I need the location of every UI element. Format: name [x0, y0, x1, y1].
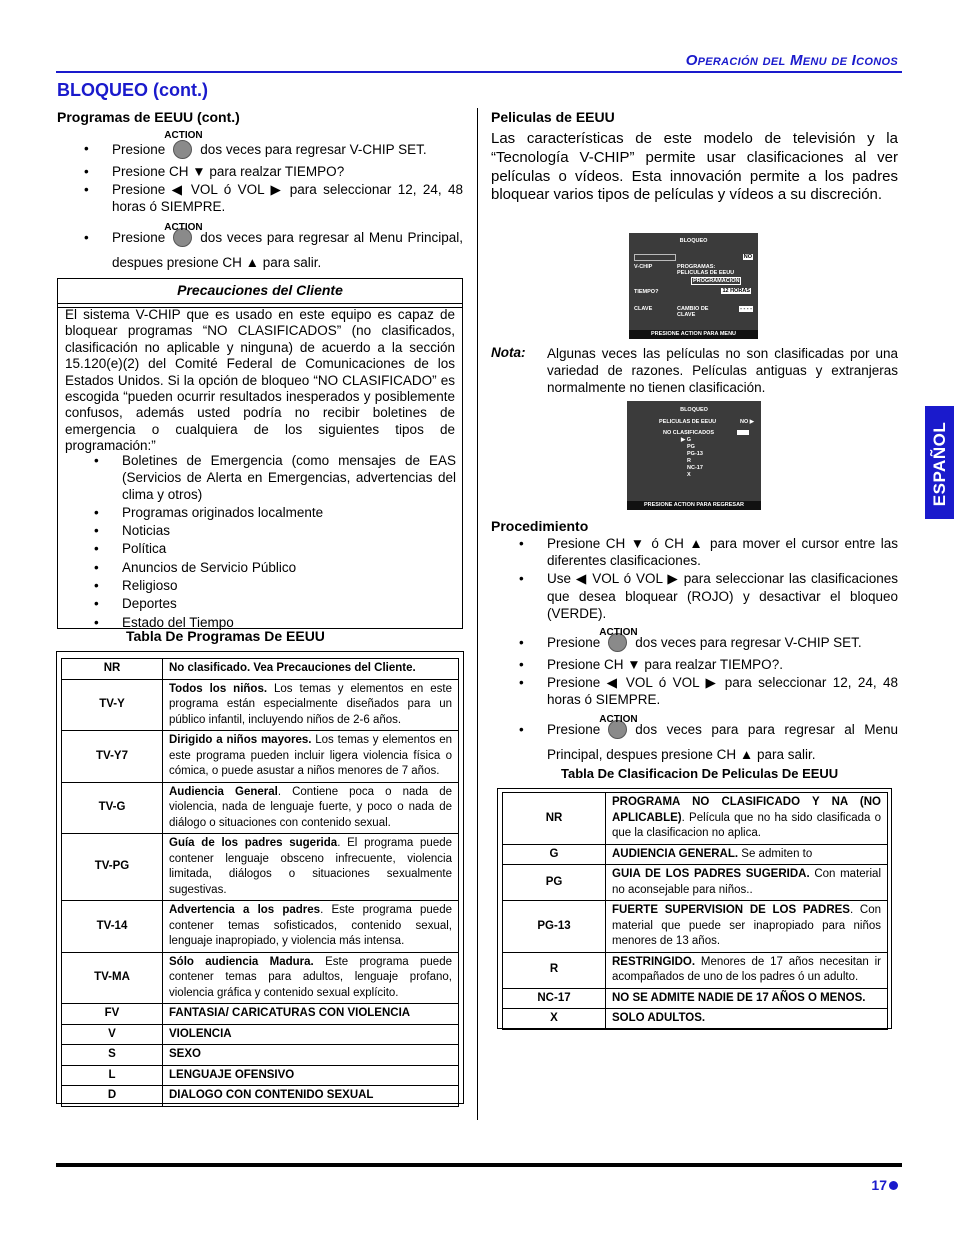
- nota-label: Nota:: [491, 345, 526, 360]
- table-row: [62, 901, 459, 953]
- rating-code: PG: [503, 865, 606, 901]
- caution-item: • Política: [94, 541, 456, 558]
- screen-title: BLOQUEO: [679, 238, 708, 244]
- section-title: BLOQUEO (cont.): [57, 80, 208, 100]
- column-divider: [477, 108, 478, 1120]
- rating-description: [163, 679, 459, 731]
- table-row: [62, 659, 459, 680]
- screen-footer: PRESIONE ACTION PARA MENU: [629, 330, 758, 339]
- screen-rating: NC-17: [687, 465, 703, 471]
- proc-step-action-2: • Presione ACTION dos veces para para regresar al Menu Principal, despues presione CH ▲ para salir.: [519, 715, 898, 767]
- screen-footer: PRESIONE ACTION PARA REGRESAR: [627, 501, 761, 510]
- rating-name: No clasificado. Vea Precauciones del Cliente.: [169, 662, 416, 674]
- page-dot-icon: [889, 1181, 898, 1190]
- rating-description: [163, 1024, 459, 1045]
- rating-code: TV-Y: [62, 679, 163, 731]
- table-row: [503, 988, 888, 1009]
- action-button-icon: ACTION: [173, 140, 192, 159]
- screen-vchip: V-CHIP: [634, 264, 653, 270]
- table-row: [503, 844, 888, 865]
- rating-description: [606, 865, 888, 901]
- table-row: [62, 1065, 459, 1086]
- rating-description: [606, 1009, 888, 1030]
- rating-code: NC-17: [503, 988, 606, 1009]
- screen-clave2: CLAVE: [677, 312, 696, 318]
- rating-name: LENGUAJE OFENSIVO: [169, 1068, 295, 1081]
- tv-ratings-table-frame: [56, 651, 464, 1104]
- rating-code: NR: [503, 793, 606, 845]
- rating-code: TV-Y7: [62, 731, 163, 783]
- screen-rating: PG-13: [687, 451, 703, 457]
- action-button-icon: ACTION: [173, 228, 192, 247]
- rating-detail: . Con material que puede ser inapropiado para niños menores de 13 años.: [612, 904, 881, 947]
- caution-item: • Deportes: [94, 596, 456, 613]
- rating-code: TV-MA: [62, 952, 163, 1004]
- table-row: [503, 1009, 888, 1030]
- screen-value: NO: [743, 254, 752, 260]
- rating-name: GUIA DE LOS PADRES SUGERIDA.: [612, 868, 810, 880]
- rating-name: Guía de los padres sugerida: [169, 837, 338, 849]
- step-ch-down: • Presione CH ▼ para realzar TIEMPO?: [84, 163, 463, 180]
- screen-swatch: [737, 430, 749, 435]
- rating-name: Audiencia General: [169, 785, 278, 798]
- rating-code: TV-G: [62, 782, 163, 834]
- language-tab-label: ESPAÑOL: [930, 421, 949, 507]
- rating-description: [163, 901, 459, 953]
- screen-cambio: CAMBIO DE: [677, 306, 709, 312]
- table-row: [62, 952, 459, 1004]
- rating-detail: Con material no aconsejable para niños..: [612, 868, 882, 896]
- proc-step-vol: • Use ◀ VOL ó VOL ▶ para seleccionar las clasificaciones que desea bloquear (ROJO) y desactivar el bloqueo (VERDE).: [519, 570, 898, 622]
- rating-name: Sólo audiencia Madura.: [169, 955, 314, 968]
- table-row: [62, 1045, 459, 1066]
- rating-description: [606, 844, 888, 865]
- rating-name: DIALOGO CON CONTENIDO SEXUAL: [169, 1089, 374, 1101]
- rating-description: [606, 988, 888, 1009]
- caution-box: [57, 278, 463, 629]
- screen-programas: PROGRAMAS:: [677, 264, 716, 270]
- rating-code: D: [62, 1086, 163, 1107]
- nota-text: Algunas veces las películas no son clasificadas por una variedad de razones. Películas antiguas y extranjeras normalmente no tienen clasificación.: [547, 346, 898, 395]
- rating-name: NO SE ADMITE NADIE DE 17 AÑOS O MENOS.: [612, 991, 866, 1004]
- programas-steps: [84, 130, 463, 276]
- rating-description: [163, 1045, 459, 1066]
- screen-no: NO ▶: [739, 419, 754, 425]
- rating-description: [163, 952, 459, 1004]
- procedure-steps: [519, 535, 898, 768]
- peliculas-menu-screen: [627, 401, 761, 510]
- rating-code: FV: [62, 1004, 163, 1025]
- caution-item: • Estado del Tiempo: [94, 615, 456, 632]
- rating-code: X: [503, 1009, 606, 1030]
- rating-detail: . Contiene poca o nada de violencia, nada de lenguaje fuerte, y poco o nada de diálogo o situaciones con contenido sexual.: [169, 785, 452, 829]
- movie-table-title: Tabla De Clasificacion De Peliculas De EEUU: [561, 766, 839, 781]
- programas-heading: Programas de EEUU (cont.): [57, 109, 240, 125]
- bloqueo-menu-screen: [629, 233, 758, 339]
- tv-ratings-table: [61, 658, 459, 1107]
- rating-name: FANTASIA/ CARICATURAS CON VIOLENCIA: [169, 1007, 411, 1019]
- rating-description: [163, 1086, 459, 1107]
- rating-code: TV-14: [62, 901, 163, 953]
- table-row: [503, 793, 888, 845]
- screen-dashes: - - - -: [740, 306, 752, 312]
- rating-detail: . El programa puede contener lenguaje obsceno infrecuente, violencia limitada, diálogos o situaciones sexualmente sugestivas.: [169, 837, 453, 896]
- screen-peliculas: PELICULAS DE EEUU: [659, 419, 717, 425]
- rating-code: L: [62, 1065, 163, 1086]
- rating-description: [163, 731, 459, 783]
- action-button-icon: ACTION: [608, 633, 627, 652]
- rating-detail: Menores de 17 años necesitan ir acompañados de uno de los padres ó un adulto.: [612, 955, 881, 983]
- rating-name: Advertencia a los padres: [169, 904, 321, 916]
- rating-name: AUDIENCIA GENERAL.: [612, 847, 739, 860]
- table-row: [503, 865, 888, 901]
- step-vol: • Presione ◀ VOL ó VOL ▶ para seleccionar 12, 24, 48 horas ó SIEMPRE.: [84, 181, 463, 215]
- screen-rating: PG: [687, 444, 695, 450]
- table-row: [62, 834, 459, 901]
- rating-code: V: [62, 1024, 163, 1045]
- screen-tiempo-value: 12 HORAS: [722, 288, 750, 294]
- screen-rating: ▶ G: [681, 437, 692, 443]
- rating-detail: Este programa puede contener temas para adultos, lenguaje profano, violencia gráfica y contenido sexual explícito.: [169, 955, 452, 999]
- screen-noclas: NO CLASIFICADOS: [663, 430, 715, 436]
- rating-detail: Los temas y elementos en este programa pueden incluir ligera violencia física o cómica, o puede asustar a niños menores de 7 años.: [169, 734, 452, 777]
- caution-item: • Boletines de Emergencia (como mensajes de EAS (Servicios de Alerta en Emergencias, advertencias del clima y otros): [94, 453, 456, 503]
- footer-rule: [56, 1163, 902, 1167]
- caution-item: • Religioso: [94, 578, 456, 595]
- caution-item: • Anuncios de Servicio Público: [94, 560, 456, 577]
- screen-title: BLOQUEO: [680, 407, 708, 413]
- proc-step-vol-2: • Presione ◀ VOL ó VOL ▶ para seleccionar 12, 24, 48 horas ó SIEMPRE.: [519, 674, 898, 708]
- page-number: 17: [871, 1177, 887, 1193]
- screen-tiempo: TIEMPO?: [634, 289, 659, 295]
- procedure-heading: Procedimiento: [491, 518, 589, 534]
- table-row: [62, 1086, 459, 1107]
- table-row: [62, 1004, 459, 1025]
- header-rule: [56, 71, 902, 73]
- table-row: [62, 679, 459, 731]
- rating-name: SOLO ADULTOS.: [612, 1012, 706, 1024]
- rating-name: PROGRAMA NO CLASIFICADO Y NA (NO APLICABLE): [612, 796, 881, 824]
- rating-name: FUERTE SUPERVISION DE LOS PADRES: [612, 904, 850, 916]
- language-tab: [925, 406, 954, 519]
- screen-row-box: [634, 254, 676, 261]
- step-action-1: • Presione ACTION dos veces para regresar V-CHIP SET.: [84, 140, 463, 159]
- rating-description: [163, 1065, 459, 1086]
- screen-clave: CLAVE: [634, 306, 653, 312]
- screen-rating: X: [687, 472, 691, 478]
- caution-title: Precauciones del Cliente: [58, 279, 462, 304]
- rating-description: [606, 901, 888, 953]
- screen-programacion: PROGRAMACION: [693, 278, 740, 284]
- rating-description: [163, 1004, 459, 1025]
- rating-detail: . Película que no ha sido clasificada o que la clasificacion no aplica.: [612, 811, 881, 839]
- caution-item: • Programas originados localmente: [94, 505, 456, 522]
- rating-description: [606, 952, 888, 988]
- rating-description: [163, 782, 459, 834]
- action-button-icon: ACTION: [608, 720, 627, 739]
- table-row: [503, 952, 888, 988]
- peliculas-heading: Peliculas de EEUU: [491, 109, 615, 125]
- caution-item: • Noticias: [94, 523, 456, 540]
- step-action-2: • Presione ACTION dos veces para regresar al Menu Principal, despues presione CH ▲ para salir.: [84, 223, 463, 275]
- rating-code: PG-13: [503, 901, 606, 953]
- rating-code: S: [62, 1045, 163, 1066]
- rating-code: TV-PG: [62, 834, 163, 901]
- rating-name: Dirigido a niños mayores.: [169, 734, 312, 746]
- rating-detail: Los temas y elementos en este programa están especialmente diseñados para un público infantil, incluyendo niños de 2-6 años.: [169, 682, 452, 726]
- rating-name: RESTRINGIDO.: [612, 955, 696, 968]
- proc-step-ch: • Presione CH ▼ ó CH ▲ para mover el cursor entre las diferentes clasificaciones.: [519, 535, 898, 569]
- rating-name: VIOLENCIA: [169, 1027, 232, 1040]
- proc-step-ch-down: • Presione CH ▼ para realzar TIEMPO?.: [519, 656, 898, 673]
- rating-name: SEXO: [169, 1048, 201, 1060]
- screen-rating: R: [687, 458, 691, 464]
- caution-list: [94, 453, 456, 633]
- movie-ratings-table: [502, 792, 888, 1030]
- table-row: [62, 782, 459, 834]
- rating-detail: . Este programa puede contener temas sofisticados, contenido sexual, lenguaje inapropiado, y violencia más intensa.: [169, 904, 452, 947]
- rating-name: Todos los niños.: [169, 682, 268, 695]
- rating-description: [163, 659, 459, 680]
- caution-body: El sistema V-CHIP que es usado en este equipo es capaz de bloquear programas “NO CLASIFICADOS” (no clasificados, clasificación no aplicable y ninguna) de acuerdo a la sección 15.120(e)(2) del Comité Federal de Comunicaciones de los Estados Unidos. Si la opción de bloqueo “NO CLASIFICADO” es escogida “pueden ocurrir resultados inesperados y posiblemente confusos, además usted podría no recibir boletines de emergencia o cualquiera de los siguientes tipos de programación:”: [65, 307, 455, 454]
- rating-code: NR: [62, 659, 163, 680]
- running-header: Operación del Menu de Iconos: [685, 52, 898, 69]
- rating-detail: Se admiten to: [738, 847, 813, 860]
- movie-ratings-table-frame: [497, 788, 892, 1029]
- rating-description: [163, 834, 459, 901]
- rating-code: G: [503, 844, 606, 865]
- proc-step-action-1: • Presione ACTION dos veces para regresar V-CHIP SET.: [519, 628, 898, 655]
- table-row: [503, 901, 888, 953]
- tv-table-title: Tabla De Programas De EEUU: [126, 628, 325, 644]
- table-row: [62, 1024, 459, 1045]
- peliculas-intro: Las características de este modelo de televisión y la “Tecnología V-CHIP” permite usar clasificaciones al ver películas o vídeos. Esta innovación permite a los padres bloquear varios tipos de películas y vídeos a su discreción.: [491, 130, 898, 204]
- rating-code: R: [503, 952, 606, 988]
- screen-peliculas: PELICULAS DE EEUU: [677, 270, 735, 276]
- rating-description: [606, 793, 888, 845]
- table-row: [62, 731, 459, 783]
